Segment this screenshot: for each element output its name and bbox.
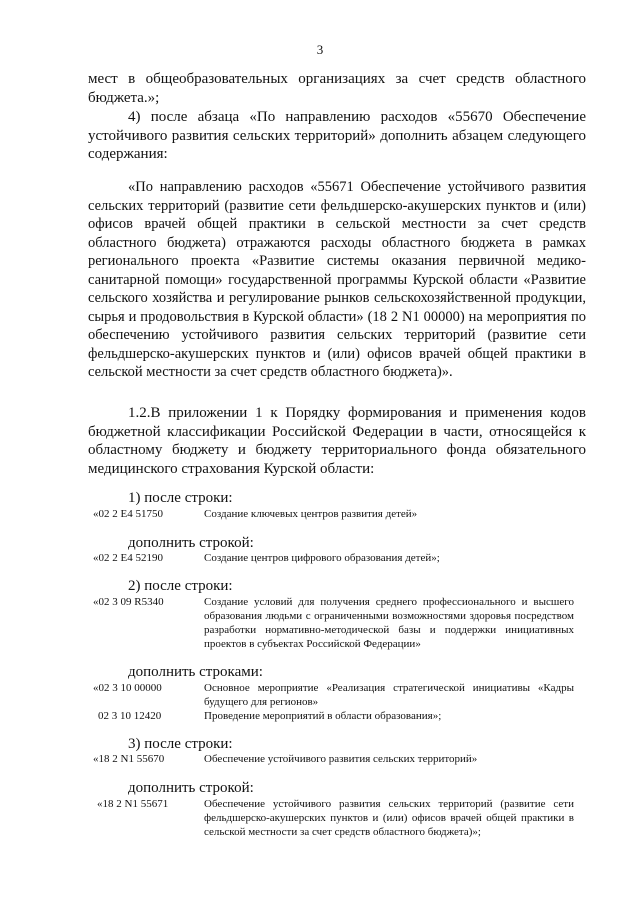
paragraph-1-2: 1.2.В приложении 1 к Порядку формирования и применения кодов бюджетной классификации Российской Федерации в части, относящейся к областному бюджету и бюджету территориального фонда обязательного медицинского страхования Курской области: [88, 405, 586, 477]
add-2-heading: дополнить строками: [128, 664, 263, 680]
row-2-description: Создание центров цифрового образования детей»; [204, 552, 440, 564]
item-3-heading: 3) после строки: [128, 736, 233, 752]
add-3-heading: дополнить строкой: [128, 780, 254, 796]
row-5-code: 02 3 10 12420 [98, 710, 162, 722]
row-5-description: Проведение мероприятий в области образования»; [204, 710, 442, 722]
page-number: 3 [316, 42, 324, 57]
add-1-heading: дополнить строкой: [128, 535, 254, 551]
row-6-code: «18 2 N1 55670 [93, 753, 165, 765]
quoted-paragraph-55671: «По направлению расходов «55671 Обеспечение устойчивого развития сельских территорий (развитие сети фельдшерско-акушерских пунктов и (или) офисов врачей общей практики в сельской местности за счет средств областного бюджета) отражаются расходы областного бюджета в рамках регионального проекта «Развитие системы оказания первичной медико-санитарной помощи» государственной программы Курской области «Развитие сельского хозяйства и регулирование рынков сельскохозяйственной продукции, сырья и продовольствия в Курской области» (18 2 N1 00000) на мероприятия по обеспечению устойчивого развития сельских территорий (развитие сети фельдшерско-акушерских пунктов и (или) офисов врачей общей практики в сельской местности за счет средств областного бюджета)». [88, 179, 586, 380]
row-2-code: «02 2 E4 52190 [93, 552, 163, 564]
row-1-code: «02 2 E4 51750 [93, 508, 163, 520]
paragraph-item-4: 4) после абзаца «По направлению расходов «55670 Обеспечение устойчивого развития сельских территорий» дополнить абзацем следующего содержания: [88, 109, 586, 162]
paragraph-continuation: мест в общеобразовательных организациях за счет средств областного бюджета.»; [88, 71, 586, 106]
row-7-description: Обеспечение устойчивого развития сельских территорий (развитие сети фельдшерско-акушерских пунктов и (или) офисов врачей общей практики в сельской местности за счет средств областного бюджета)»; [204, 798, 574, 838]
row-4-description: Основное мероприятие «Реализация стратегической инициативы «Кадры будущего для регионов» [204, 682, 574, 708]
row-7-code: «18 2 N1 55671 [97, 798, 169, 810]
row-3-code: «02 3 09 R5340 [93, 596, 164, 608]
row-6-description: Обеспечение устойчивого развития сельских территорий» [204, 753, 478, 765]
row-4-code: «02 3 10 00000 [93, 682, 162, 694]
row-1-description: Создание ключевых центров развития детей» [204, 508, 418, 520]
row-3-description: Создание условий для получения среднего профессионального и высшего образования людьми с ограниченными возможностями здоровья посредством разработки нормативно-методической базы и поддержки инициативных проектов в субъектах Российской Федерации» [204, 596, 574, 650]
item-1-heading: 1) после строки: [128, 490, 233, 506]
item-2-heading: 2) после строки: [128, 578, 233, 594]
